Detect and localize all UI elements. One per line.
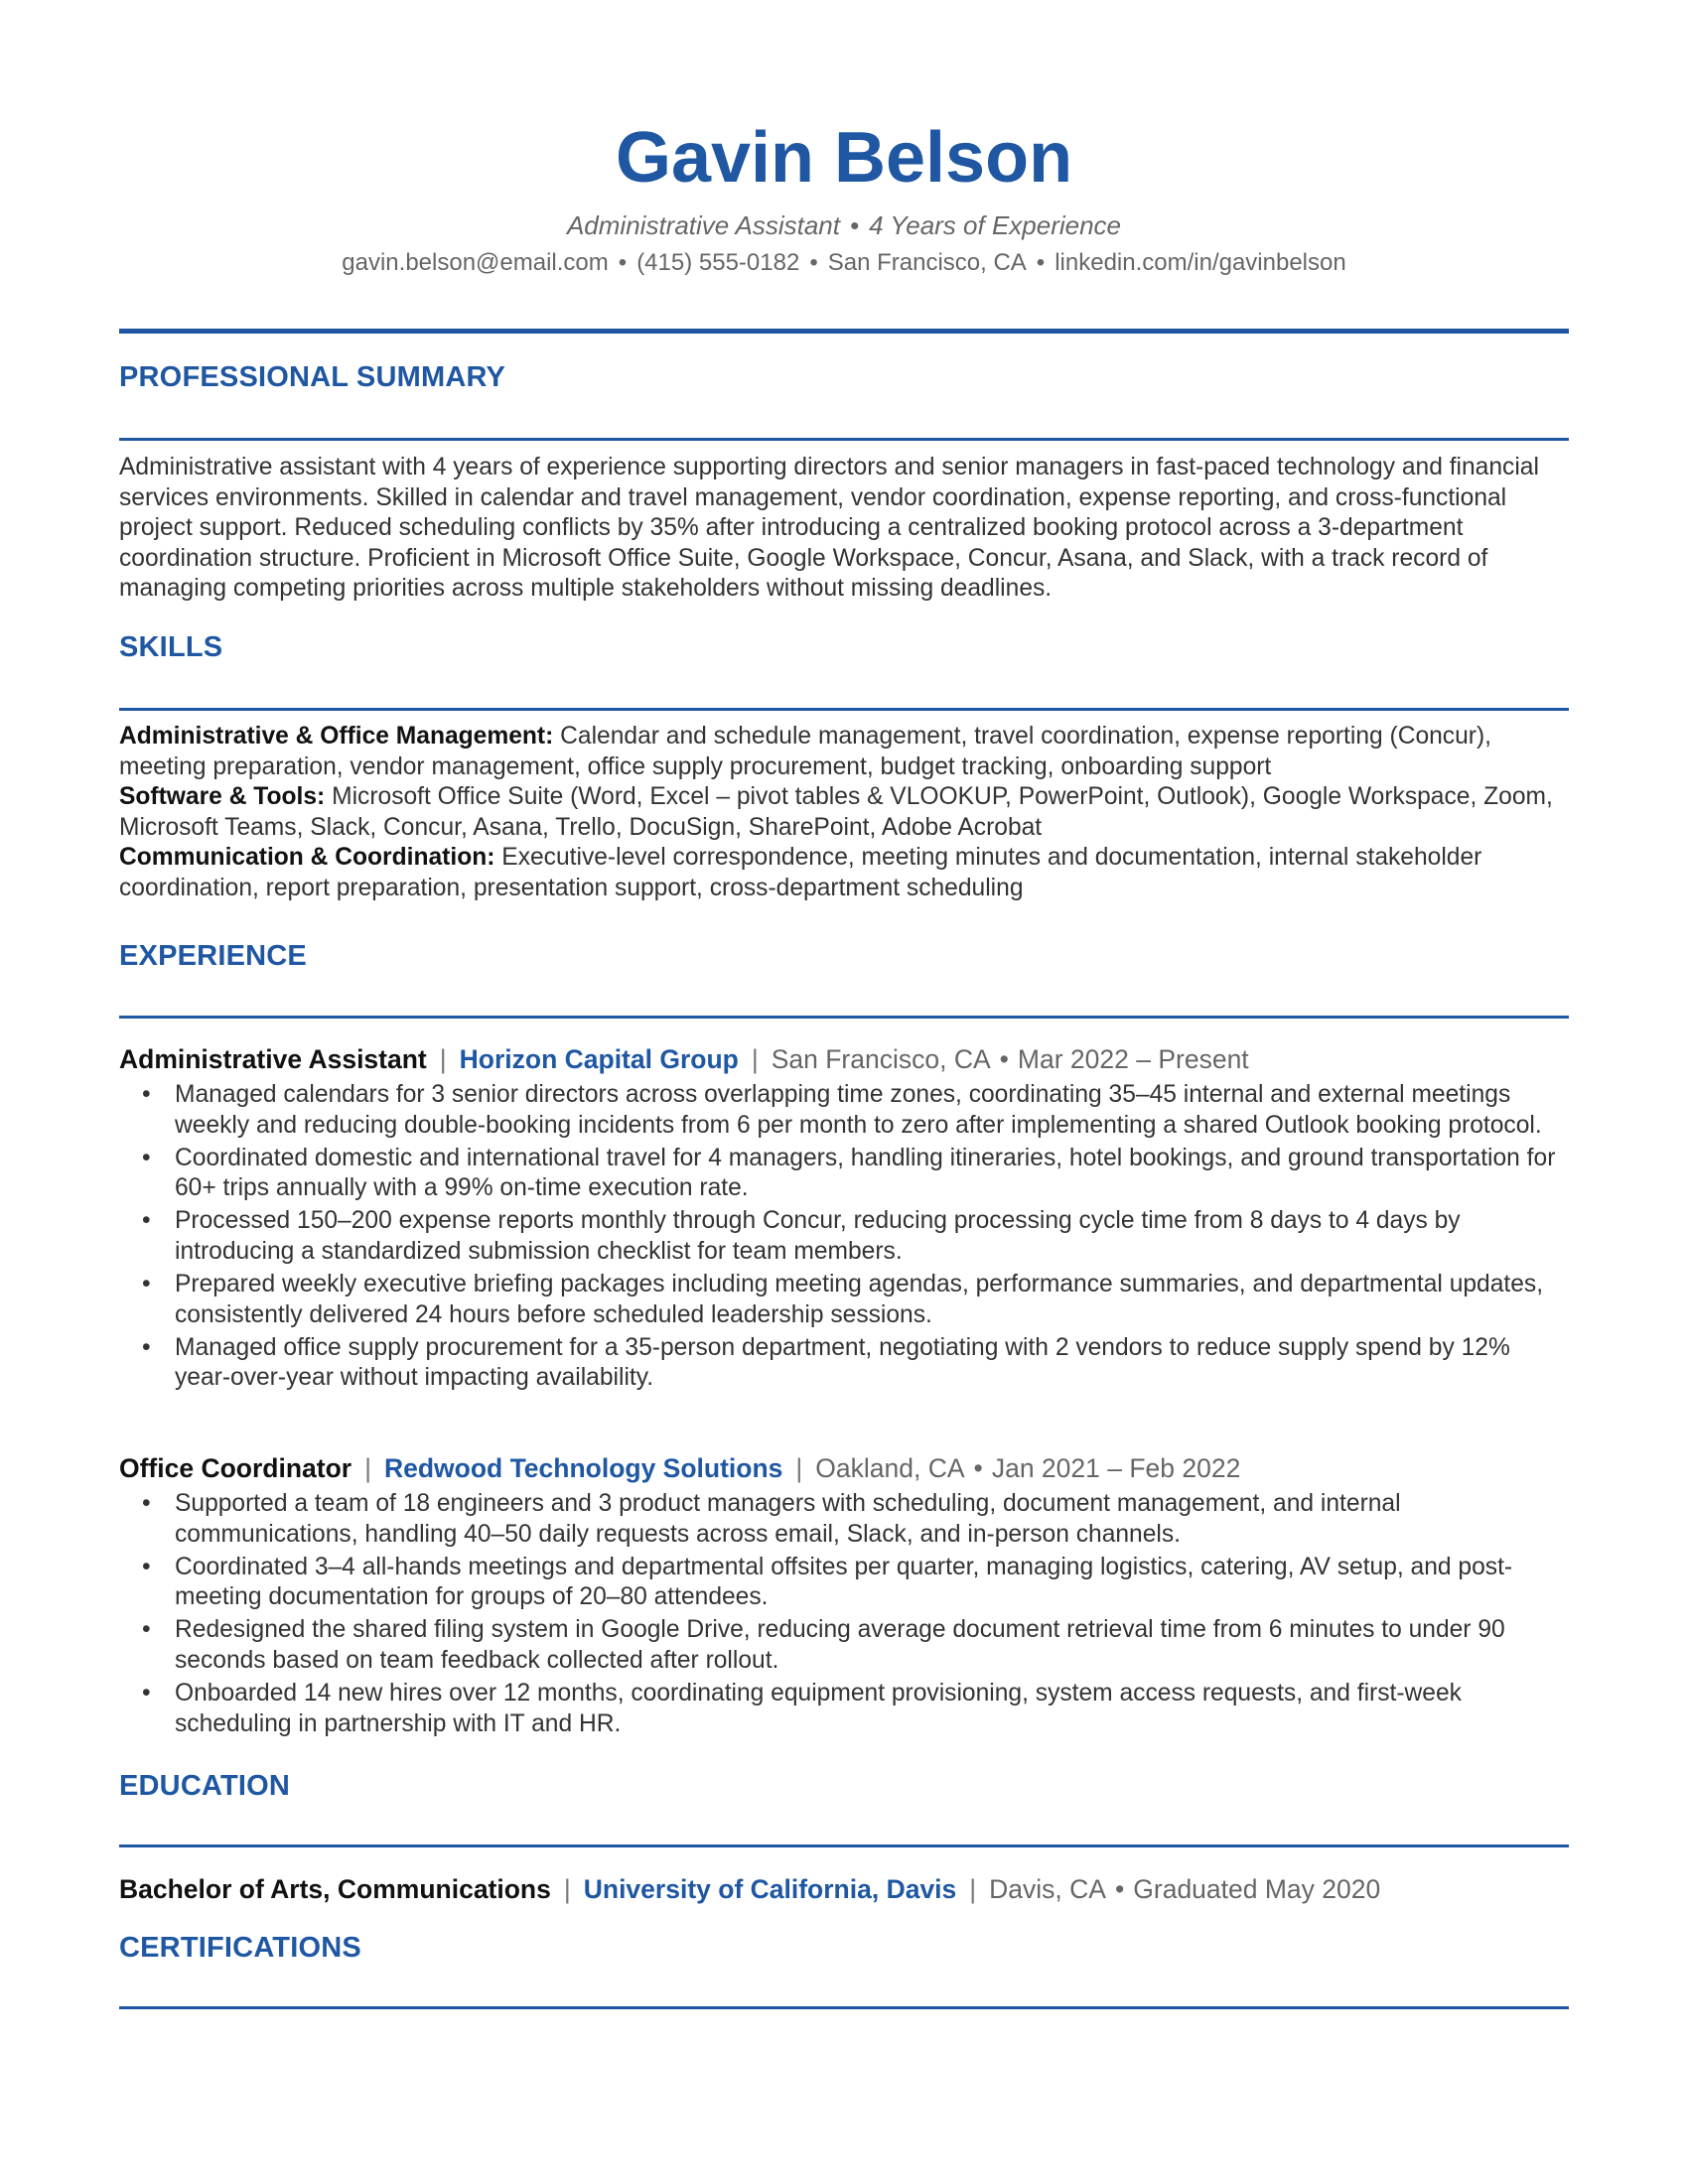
list-item — [119, 1615, 1569, 1676]
job-header — [119, 1042, 1569, 1076]
separator: • — [809, 249, 818, 276]
skill-group-admin — [119, 722, 1569, 782]
list-item-text: Coordinated domestic and international travel for 4 managers, handling itineraries, hotel bookings, and ground transportation for 60+ trips annually with a 99% on-time execution rate. — [175, 1144, 1556, 1202]
list-item — [119, 1144, 1569, 1204]
job-location: San Francisco, CA — [771, 1044, 991, 1074]
list-item-text: Onboarded 14 new hires over 12 months, coordinating equipment provisioning, system access requests, and first-week scheduling in partnership with IT and HR. — [175, 1680, 1462, 1737]
contact-line — [119, 246, 1569, 280]
list-item — [119, 1333, 1569, 1394]
list-item-text: Prepared weekly executive briefing packages including meeting agendas, performance summaries, and departmental updates, consistently delivered 24 hours before scheduled leadership sessions. — [175, 1271, 1544, 1328]
job-company: Horizon Capital Group — [459, 1044, 739, 1074]
bullet-icon: • — [142, 1553, 151, 1580]
list-item-text: Managed calendars for 3 senior directors across overlapping time zones, coordinating 35–45 internal and external meetings weekly and reducing double-booking incidents from 6 per month to zero after implementing a shared Outlook booking protocol. — [175, 1081, 1542, 1139]
list-item-text: Managed office supply procurement for a 35-person department, negotiating with 2 vendors to reduce supply spend by 12% year-over-year without impacting availability. — [175, 1333, 1510, 1392]
school: University of California, Davis — [583, 1874, 957, 1904]
list-item — [119, 1206, 1569, 1267]
pipe-separator: | — [751, 1044, 759, 1074]
separator: • — [973, 1453, 983, 1483]
list-item-text: Supported a team of 18 engineers and 3 product managers with scheduling, document management, and internal communications, handling 40–50 daily requests across email, Slack, and in-person channels. — [175, 1490, 1401, 1548]
list-item — [119, 1679, 1569, 1739]
job-title: Administrative Assistant — [119, 1044, 427, 1074]
header-divider — [119, 329, 1569, 334]
headline-role: Administrative Assistant — [566, 210, 840, 240]
job-company: Redwood Technology Solutions — [383, 1453, 783, 1483]
skill-group-software — [119, 782, 1569, 843]
skill-group-text: Executive-level correspondence, meeting minutes and documentation, internal stakeholder coordination, report preparation, presentation support, cross-department scheduling — [119, 844, 1482, 901]
separator: • — [1036, 249, 1046, 276]
candidate-name: Gavin Belson — [615, 118, 1073, 198]
pipe-separator: | — [969, 1874, 977, 1904]
bullet-icon: • — [142, 1271, 151, 1298]
pipe-separator: | — [439, 1044, 447, 1074]
section-title-certifications: CERTIFICATIONS — [119, 1932, 361, 1964]
skill-group-label: Software & Tools: — [119, 783, 326, 811]
list-item — [119, 1270, 1569, 1330]
job-title: Office Coordinator — [119, 1453, 352, 1483]
bullet-icon: • — [142, 1207, 151, 1235]
skill-group-label: Communication & Coordination: — [119, 844, 495, 872]
list-item — [119, 1080, 1569, 1141]
bullet-icon: • — [142, 1081, 151, 1108]
separator: • — [999, 1044, 1009, 1074]
job-bullets — [119, 1080, 1569, 1396]
pipe-separator: | — [563, 1874, 571, 1904]
pipe-separator: | — [364, 1453, 371, 1483]
list-item-text: Coordinated 3–4 all-hands meetings and departmental offsites per quarter, managing logistics, catering, AV setup, and post-meeting documentation for groups of 20–80 attendees. — [175, 1553, 1513, 1611]
skill-group-communication — [119, 843, 1569, 903]
job-location: Oakland, CA — [815, 1453, 965, 1483]
skill-group-text: Calendar and schedule management, travel coordination, expense reporting (Concur), meeting preparation, vendor management, office supply procurement, budget tracking, onboarding support — [119, 723, 1491, 780]
job-dates: Mar 2022 – Present — [1017, 1044, 1249, 1074]
list-item-text: Redesigned the shared filing system in Google Drive, reducing average document retrieval time from 6 minutes to under 90 seconds based on team feedback collected after rollout. — [175, 1616, 1505, 1674]
section-divider — [119, 708, 1569, 711]
bullet-icon: • — [142, 1680, 151, 1707]
degree: Bachelor of Arts, Communications — [119, 1874, 551, 1904]
section-title-education: EDUCATION — [119, 1770, 291, 1802]
separator: • — [618, 249, 628, 276]
contact-location: San Francisco, CA — [827, 249, 1027, 276]
graduation-date: Graduated May 2020 — [1133, 1874, 1381, 1904]
section-divider — [119, 438, 1569, 441]
headline — [119, 208, 1569, 242]
separator: • — [1114, 1874, 1125, 1904]
education-entry — [119, 1872, 1569, 1906]
section-title-experience: EXPERIENCE — [119, 940, 307, 972]
job-bullets — [119, 1489, 1569, 1742]
summary-text: Administrative assistant with 4 years of experience supporting directors and senior managers in fast-paced technology and financial services environments. Skilled in calendar and travel management, vendor coordination, expense reporting, and cross-functional project support. Reduced scheduling conflicts by 35% after introducing a centralized booking protocol across a 3-department coordination structure. Proficient in Microsoft Office Suite, Google Workspace, Concur, Asana, and Slack, with a track record of managing competing priorities across multiple stakeholders without missing deadlines. — [119, 454, 1539, 603]
job-header — [119, 1451, 1569, 1485]
skill-group-label: Administrative & Office Management: — [119, 723, 554, 750]
job-dates: Jan 2021 – Feb 2022 — [991, 1453, 1241, 1483]
contact-linkedin[interactable]: linkedin.com/in/gavinbelson — [1055, 249, 1346, 276]
section-divider — [119, 2006, 1569, 2009]
section-title-summary: PROFESSIONAL SUMMARY — [119, 361, 506, 393]
education-location: Davis, CA — [989, 1874, 1106, 1904]
bullet-icon: • — [142, 1144, 151, 1171]
skill-group-text: Microsoft Office Suite (Word, Excel – pivot tables & VLOOKUP, PowerPoint, Outlook), Google Workspace, Zoom, Microsoft Teams, Slack, Concur, Asana, Trello, DocuSign, SharePoint, Adobe Acrobat — [119, 783, 1553, 841]
section-divider — [119, 1844, 1569, 1847]
bullet-icon: • — [142, 1490, 151, 1517]
contact-phone: (415) 555-0182 — [636, 249, 800, 276]
bullet-icon: • — [142, 1616, 151, 1644]
list-item — [119, 1553, 1569, 1613]
separator: • — [850, 210, 860, 240]
headline-experience: 4 Years of Experience — [869, 210, 1122, 240]
section-title-skills: SKILLS — [119, 631, 223, 663]
bullet-icon: • — [142, 1333, 151, 1361]
section-divider — [119, 1016, 1569, 1019]
list-item — [119, 1489, 1569, 1550]
skills-list — [119, 722, 1569, 904]
list-item-text: Processed 150–200 expense reports monthly through Concur, reducing processing cycle time from 8 days to 4 days by introducing a standardized submission checklist for team members. — [175, 1207, 1461, 1265]
pipe-separator: | — [795, 1453, 803, 1483]
contact-email[interactable]: gavin.belson@email.com — [342, 249, 609, 276]
